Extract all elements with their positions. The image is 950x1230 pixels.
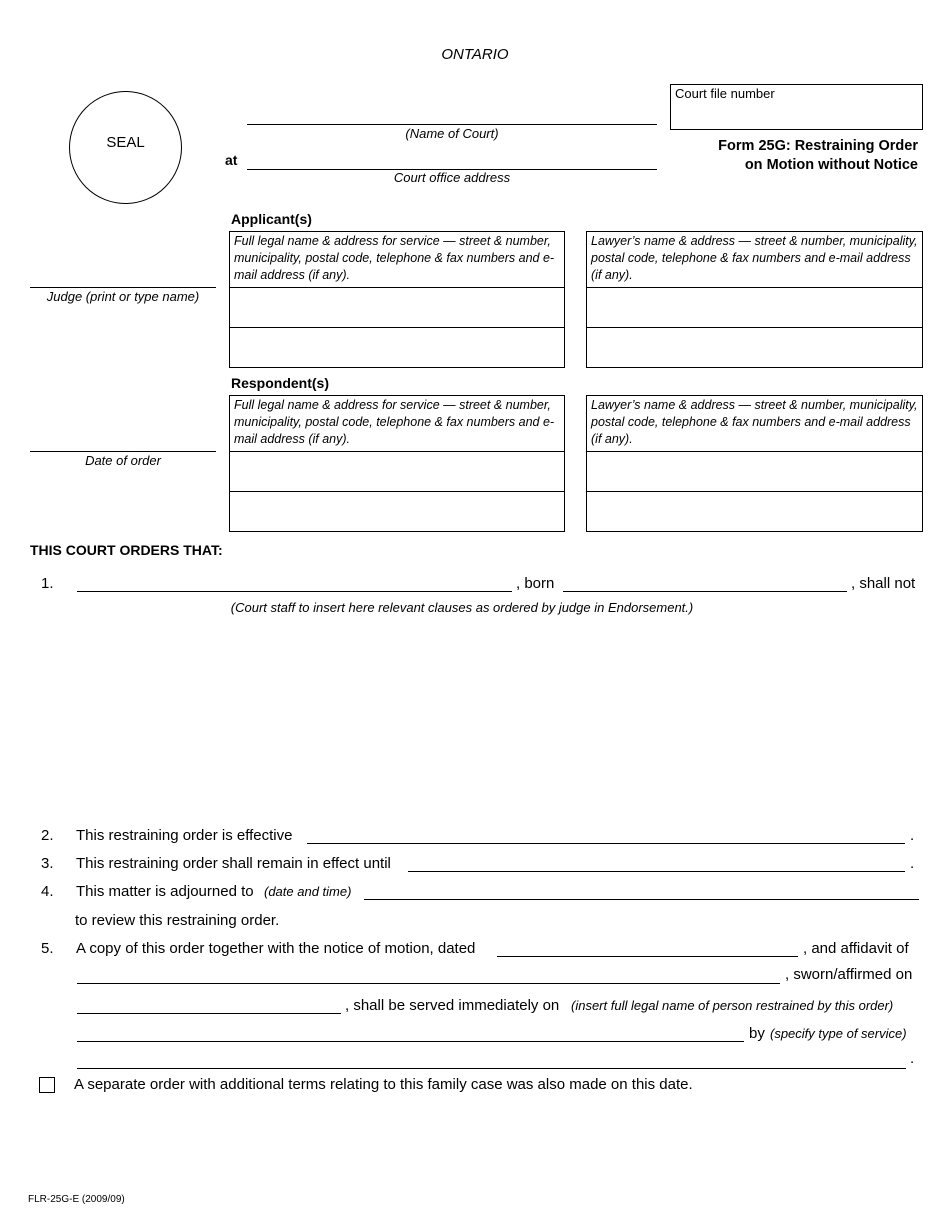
birth-date-field[interactable] [563,591,847,592]
separate-order-text: A separate order with additional terms relating to this family case was also made on this date. [74,1076,693,1093]
respondent-lawyer-row-2[interactable] [586,491,923,532]
item-4-hint: (date and time) [264,884,352,899]
applicant-lawyer-row-1[interactable] [586,287,923,328]
item-4-text: This matter is adjourned to [76,883,254,900]
restrained-person-field[interactable] [77,591,512,592]
item-4-line2: to review this restraining order. [75,912,280,929]
date-of-order-field[interactable] [30,451,216,452]
item-1-number: 1. [41,575,54,592]
respondent-lawyer-header: Lawyer’s name & address — street & number, municipality, postal code, telephone & fax numbers and e-mail address (if any). [591,398,918,446]
item-5-end: . [910,1050,915,1067]
applicant-party-row-1[interactable] [229,287,565,328]
court-file-number-label: Court file number [675,86,775,101]
orders-heading: THIS COURT ORDERS THAT: [30,542,223,558]
affidavit-label: , and affidavit of [803,940,909,957]
form-title [620,137,918,175]
date-of-order-label: Date of order [85,453,161,468]
respondents-heading: Respondent(s) [231,375,329,391]
by-label: by [749,1025,765,1042]
item-5-number: 5. [41,940,54,957]
form-title-line2: on Motion without Notice [744,157,918,173]
seal-label: SEAL [106,134,145,151]
item-4-number: 4. [41,883,54,900]
applicant-party-header: Full legal name & address for service — street & number, municipality, postal code, telephone & fax numbers and e-mail address (if any). [234,234,555,282]
motion-date-field[interactable] [497,956,798,957]
applicants-heading: Applicant(s) [231,211,312,227]
province-heading: ONTARIO [441,46,509,63]
effective-until-field[interactable] [408,871,905,872]
served-hint: (insert full legal name of person restrained by this order) [571,998,894,1013]
judge-name-field[interactable] [30,287,216,288]
affiant-name-field[interactable] [77,983,780,984]
court-file-number-box[interactable] [670,84,923,130]
applicant-party-row-2[interactable] [229,327,565,368]
adjourned-date-field[interactable] [364,899,919,900]
name-of-court-field[interactable] [247,124,657,125]
respondent-party-row-2[interactable] [229,491,565,532]
sworn-label: , sworn/affirmed on [785,966,913,983]
judge-label: Judge (print or type name) [46,289,200,304]
item-5-text: A copy of this order together with the notice of motion, dated [76,940,476,957]
form-code: FLR-25G-E (2009/09) [28,1194,125,1205]
respondent-lawyer-row-1[interactable] [586,451,923,492]
person-restrained-field[interactable] [77,1041,744,1042]
item-2-number: 2. [41,827,54,844]
sworn-date-field[interactable] [77,1013,341,1014]
applicant-lawyer-header: Lawyer’s name & address — street & number, municipality, postal code, telephone & fax numbers and e-mail address (if any). [591,234,918,282]
respondent-party-row-1[interactable] [229,451,565,492]
form-title-line1: Form 25G: Restraining Order [718,138,918,154]
item-3-end: . [910,855,915,872]
effective-date-field[interactable] [307,843,905,844]
item-3-text: This restraining order shall remain in effect until [76,855,391,872]
at-label: at [225,152,238,168]
court-office-address-label: Court office address [393,170,511,185]
born-label: , born [516,575,555,592]
name-of-court-label: (Name of Court) [405,126,499,141]
by-hint: (specify type of service) [770,1026,907,1041]
item-3-number: 3. [41,855,54,872]
item-2-end: . [910,827,915,844]
respondent-party-header: Full legal name & address for service — street & number, municipality, postal code, telephone & fax numbers and e-mail address (if any). [234,398,555,446]
item-2-text: This restraining order is effective [76,827,293,844]
service-type-field[interactable] [77,1068,906,1069]
separate-order-checkbox[interactable] [39,1077,55,1093]
shall-not-label: , shall not [851,575,916,592]
served-label: , shall be served immediately on [345,997,560,1014]
item-1-note: (Court staff to insert here relevant clauses as ordered by judge in Endorsement.) [230,600,694,615]
applicant-lawyer-row-2[interactable] [586,327,923,368]
